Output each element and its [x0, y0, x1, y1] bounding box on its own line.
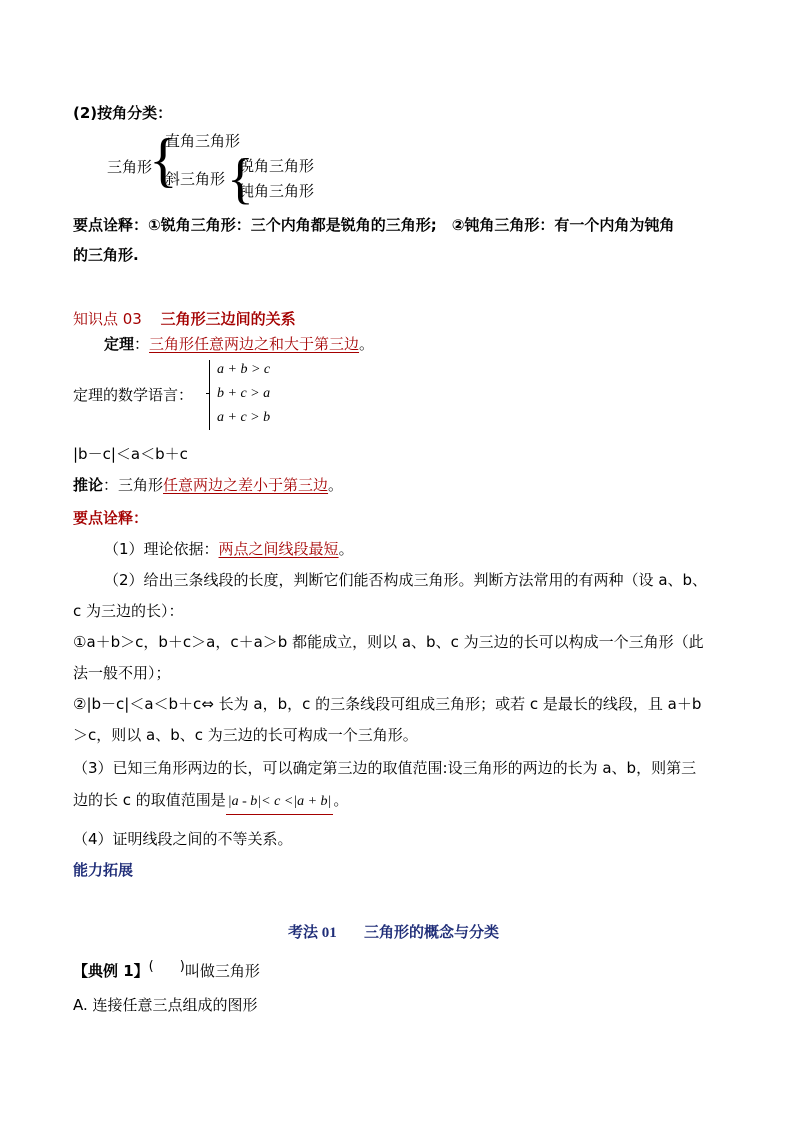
- corollary-text: 任意两边之差小于第三边: [163, 476, 329, 494]
- classify-brace-inner: {: [227, 148, 254, 210]
- corollary-mid: ：三角形: [103, 476, 164, 494]
- method-01-title: 三角形的概念与分类: [364, 923, 500, 941]
- example-1-blank: ( ): [148, 959, 185, 974]
- classify-note-label: 要点诠释：: [73, 216, 149, 234]
- theorem-text: 三角形任意两边之和大于第三边: [149, 335, 360, 353]
- point-2-line2: c 为三边的长）：: [73, 602, 184, 620]
- classify-note-line1: [73, 215, 674, 235]
- example-1-stem-text: 叫做三角形: [184, 962, 260, 980]
- classify-oblique: 斜三角形: [165, 170, 226, 188]
- method-2-line1: ②|b－c|＜a＜b＋c⇔ 长为 a，b，c 的三条线段可组成三角形；或若 c 是最长的线段，且 a＋b: [73, 695, 702, 713]
- point-3-end: 。: [333, 791, 349, 809]
- method-1-line1: ①a＋b＞c，b＋c＞a，c＋a＞b 都能成立，则以 a、b、c 为三边的长可以构成一个三角形（此: [73, 633, 704, 651]
- theorem-end: 。: [359, 335, 375, 353]
- classify-root: 三角形: [107, 158, 153, 176]
- classify-brace-outer: {: [149, 127, 178, 193]
- theorem-colon: ：: [134, 335, 150, 353]
- example-1-label: 【典例 1】: [73, 962, 149, 980]
- point-1-prefix: （1）理论依据：: [104, 540, 219, 558]
- classify-obtuse: 钝角三角形: [239, 182, 315, 200]
- classify-note-text: ①锐角三角形：三个内角都是锐角的三角形; ②钝角三角形：有一个内角为钝角: [148, 216, 675, 234]
- method-01-label: 考法 01: [288, 925, 337, 941]
- example-1-stem: [73, 961, 260, 983]
- point-2-line1: （2）给出三条线段的长度，判断它们能否构成三角形。判断方法常用的有两种（设 a、b、: [104, 571, 708, 589]
- ineq-2: b + c > a: [217, 386, 271, 401]
- method-1-line2: 法一般不用）；: [73, 664, 171, 682]
- ability-heading: 能力拓展: [73, 861, 134, 879]
- math-brace-tip: [206, 393, 210, 394]
- theorem-label: 定理: [104, 335, 135, 353]
- ineq-3: a + c > b: [217, 410, 271, 425]
- kp03-heading: [73, 309, 296, 329]
- math-language-label: 定理的数学语言：: [73, 386, 194, 404]
- corollary-line: [73, 475, 343, 495]
- point-3-line2: [73, 790, 348, 815]
- point-3-line1: （3）已知三角形两边的长，可以确定第三边的取值范围:设三角形的两边的长为 a、b，则第三: [73, 759, 697, 777]
- classify-note-line2: 的三角形.: [73, 246, 139, 264]
- method-2-line2: ＞c，则以 a、b、c 为三边的长可构成一个三角形。: [73, 726, 418, 744]
- abs-inequality: |b－c|＜a＜b＋c: [73, 445, 188, 463]
- point-1-end: 。: [338, 540, 354, 558]
- point-1-highlight: 两点之间线段最短: [218, 540, 339, 558]
- method-01-heading: [288, 922, 499, 943]
- math-brace-line: [209, 360, 210, 430]
- key-points-label: 要点诠释：: [73, 509, 149, 527]
- corollary-end: 。: [328, 476, 344, 494]
- point-1: [104, 539, 354, 559]
- kp03-title: 三角形三边间的关系: [160, 310, 296, 328]
- ineq-1: a + b > c: [217, 362, 271, 377]
- point-3-prefix: 边的长 c 的取值范围是: [73, 791, 226, 809]
- point-3-formula: |a - b|< c <|a + b|: [226, 792, 334, 815]
- corollary-label: 推论: [73, 476, 104, 494]
- classify-heading: (2)按角分类：: [73, 104, 173, 122]
- kp03-label: 知识点 03: [73, 310, 142, 328]
- point-4: （4）证明线段之间的不等关系。: [73, 830, 293, 848]
- classify-acute: 锐角三角形: [239, 157, 315, 175]
- classify-right: 直角三角形: [165, 132, 241, 150]
- theorem-line: [104, 334, 374, 354]
- example-1-option-a: A. 连接任意三点组成的图形: [73, 996, 258, 1014]
